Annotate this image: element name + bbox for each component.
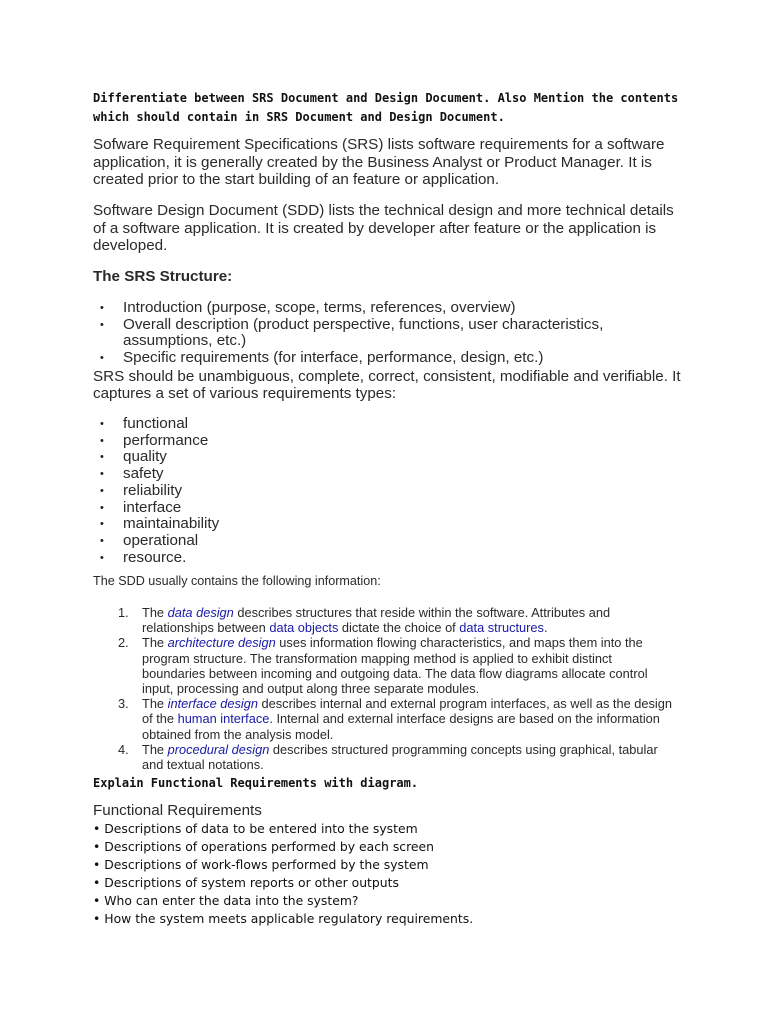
list-item: • interface [93, 500, 653, 517]
sdd-paragraph: Software Design Document (SDD) lists the technical design and more technical details of a software application. It is created by developer after feature or the application is developed. [93, 202, 674, 254]
requirement-types-list [93, 416, 653, 566]
term-link[interactable]: data objects [269, 620, 339, 636]
item-number: 2. [118, 635, 129, 651]
list-item: • Descriptions of operations performed by each screen [93, 839, 435, 854]
item-number: 4. [118, 741, 129, 757]
list-item: • Descriptions of work-flows performed by the system [93, 857, 429, 872]
term-link[interactable]: procedural design [167, 741, 270, 757]
item-number: 1. [118, 605, 129, 620]
term-link[interactable]: interface design [167, 696, 258, 712]
list-item: • safety [93, 466, 653, 483]
list-item: • Overall description (product perspective, functions, user characteristics, assumptions, etc.) [93, 317, 653, 350]
list-item: • Introduction (purpose, scope, terms, references, overview) [93, 300, 653, 317]
functional-requirements-title: Functional Requirements [93, 802, 262, 819]
list-item: 2. The architecture design uses information flowing characteristics, and maps them into the program structure. The transformation mapping method is applied to exhibit distinct boundaries between incoming and outgoing data. The data flow diagrams allocate control input, processing and output along three separate modules. [118, 635, 648, 697]
list-item: • reliability [93, 483, 653, 500]
srs-paragraph: Sofware Requirement Specifications (SRS) lists software requirements for a software application, it is generally created by the Business Analyst or Product Manager. It is created prior to the start building of an feature or application. [93, 136, 665, 188]
term-link[interactable]: data structures [459, 620, 544, 636]
term-link[interactable]: architecture design [167, 635, 276, 651]
list-item: • quality [93, 449, 653, 466]
srs-structure-heading: The SRS Structure: [93, 268, 233, 285]
item-number: 3. [118, 696, 129, 712]
list-item: • functional [93, 416, 653, 433]
list-item: 4. The procedural design describes structured programming concepts using graphical, tabular and textual notations. [118, 741, 658, 773]
list-item: • maintainability [93, 516, 653, 533]
sdd-intro: The SDD usually contains the following information: [93, 574, 381, 588]
list-item: • Descriptions of system reports or other outputs [93, 875, 399, 890]
question-heading-1: Differentiate between SRS Document and Design Document. Also Mention the contents which should contain in SRS Document and Design Document. [93, 91, 679, 124]
list-item: • Descriptions of data to be entered into the system [93, 821, 418, 836]
srs-quality-paragraph: SRS should be unambiguous, complete, correct, consistent, modifiable and verifiable. It captures a set of various requirements types: [93, 368, 681, 402]
sdd-items-list [118, 605, 678, 772]
list-item: • resource. [93, 550, 653, 567]
term-link[interactable]: human interface [177, 711, 270, 727]
list-item: • performance [93, 433, 653, 450]
list-item: • Who can enter the data into the system? [93, 893, 359, 908]
list-item: • Specific requirements (for interface, performance, design, etc.) [93, 350, 653, 367]
list-item: • operational [93, 533, 653, 550]
list-item: • How the system meets applicable regulatory requirements. [93, 911, 474, 926]
functional-requirements-list [93, 820, 473, 928]
srs-structure-list [93, 300, 653, 367]
term-link[interactable]: data design [167, 605, 234, 620]
list-item: 1. The data design describes structures that reside within the software. Attributes and relationships between data objects dictate the choice of data structures. [118, 605, 611, 636]
question-heading-2: Explain Functional Requirements with diagram. [93, 776, 419, 790]
list-item: 3. The interface design describes internal and external program interfaces, as well as the design of the human interface. Internal and external interface designs are based on the information obtained from the analysis model. [118, 696, 672, 742]
